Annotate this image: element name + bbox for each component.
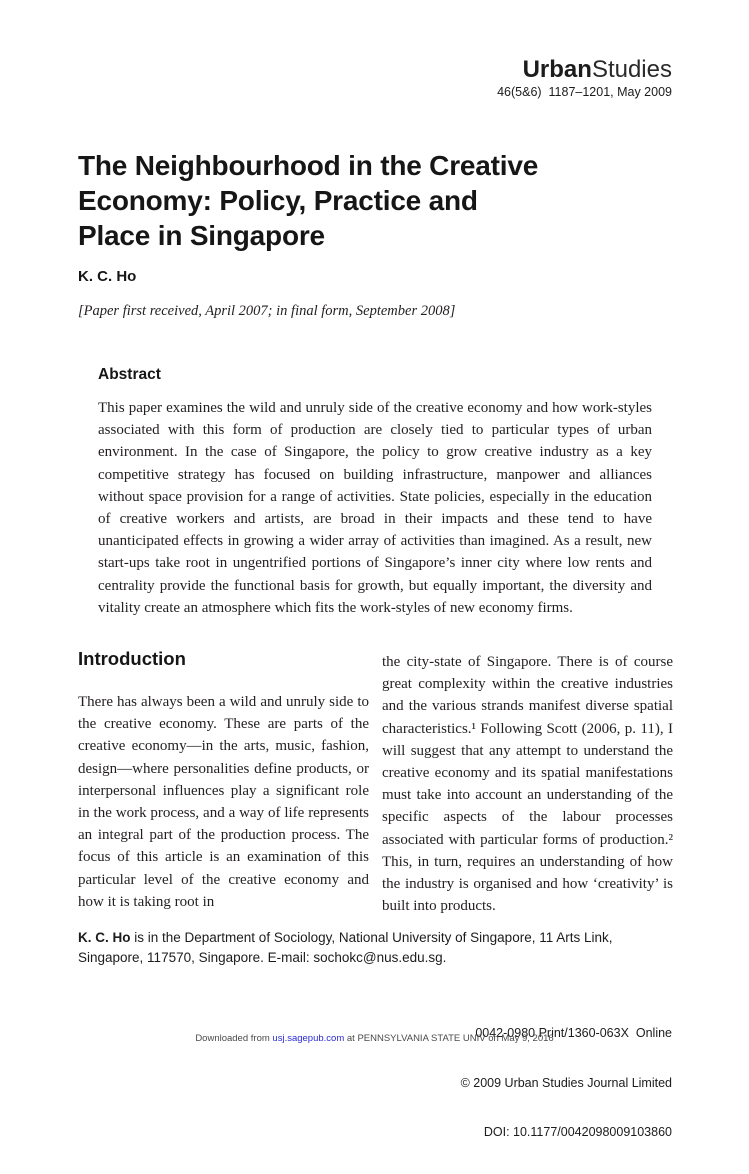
article-title-line-1: The Neighbourhood in the Creative xyxy=(78,150,539,181)
abstract-heading: Abstract xyxy=(98,366,161,383)
author-affiliation-note xyxy=(78,928,678,967)
article-title-line-3: Place in Singapore xyxy=(78,220,325,251)
abstract-text: This paper examines the wild and unruly side of the creative economy and how work-styles associated with this form of production are closely tied to particular types of urban environment. In the case of Singapore, the policy to grow creative industry as a key competitive strategy has focused on building infrastructure, manpower and alliances without space provision for a range of activities. State policies, especially in the education of creative workers and artists, are broad in their impacts and these tend to have unanticipated effects in growing a wider array of activities than imagined. As a result, new start-ups take root in ungentrified portions of Singapore’s inner city where low rents and centrality provide the functional basis for growth, but equally important, the diversity and vitality create an atmosphere which fits the work-styles of new economy firms. xyxy=(98,400,652,616)
doi-line: DOI: 10.1177/0042098009103860 xyxy=(483,1125,672,1139)
journal-name-bold: Urban xyxy=(522,56,592,83)
issn-line: 0042-0980 Print/1360-063X Online xyxy=(475,1026,672,1040)
journal-issue-line: 46(5&6) 1187–1201, May 2009 xyxy=(497,85,672,99)
sagepub-link[interactable]: usj.sagepub.com xyxy=(272,1033,345,1044)
journal-name xyxy=(497,57,672,83)
copyright-line: © 2009 Urban Studies Journal Limited xyxy=(460,1075,672,1090)
download-notice-suffix: at PENNSYLVANIA STATE UNIV on May 9, 2016 xyxy=(344,1033,554,1044)
introduction-heading: Introduction xyxy=(78,648,186,669)
introduction-text-left: There has always been a wild and unruly side to the creative economy. These are parts of the creative economy—in the arts, music, fashion, design—where personalities define products, or interpersonal influences play a significant role in the work process, and a way of life represents an integral part of the production process. The focus of this article is an examination of this particular level of the creative economy and how it is taking root in xyxy=(78,694,369,910)
journal-imprint xyxy=(461,992,672,1174)
author-note-name: K. C. Ho xyxy=(78,930,131,945)
article-title-line-2: Economy: Policy, Practice and xyxy=(78,185,478,216)
article-title xyxy=(78,148,638,253)
received-dates: [Paper first received, April 2007; in final form, September 2008] xyxy=(78,303,456,319)
author-note-text: is in the Department of Sociology, National University of Singapore, 11 Arts Link, Singapore, 117570, Singapore. E-mail: sochokc@nus.edu.sg. xyxy=(78,930,613,965)
journal-name-light: Studies xyxy=(591,56,672,83)
article-author: K. C. Ho xyxy=(78,268,137,285)
download-notice xyxy=(0,1033,749,1044)
abstract-section xyxy=(98,366,652,619)
introduction-text-right: the city-state of Singapore. There is of course great complexity within the creative industries and the various strands manifest diverse spatial characteristics.¹ Following Scott (2006, p. 11), I will suggest that any attempt to understand the creative economy and its spatial manifestations must take into account an understanding of the specific aspects of the labour processes associated with particular forms of production.² This, in turn, requires an understanding of how the industry is organised and how ‘creativity’ is built into products. xyxy=(382,654,673,915)
introduction-column-left xyxy=(78,648,369,913)
introduction-column-right xyxy=(382,651,673,917)
journal-masthead xyxy=(497,57,672,99)
download-notice-prefix: Downloaded from xyxy=(195,1033,273,1044)
